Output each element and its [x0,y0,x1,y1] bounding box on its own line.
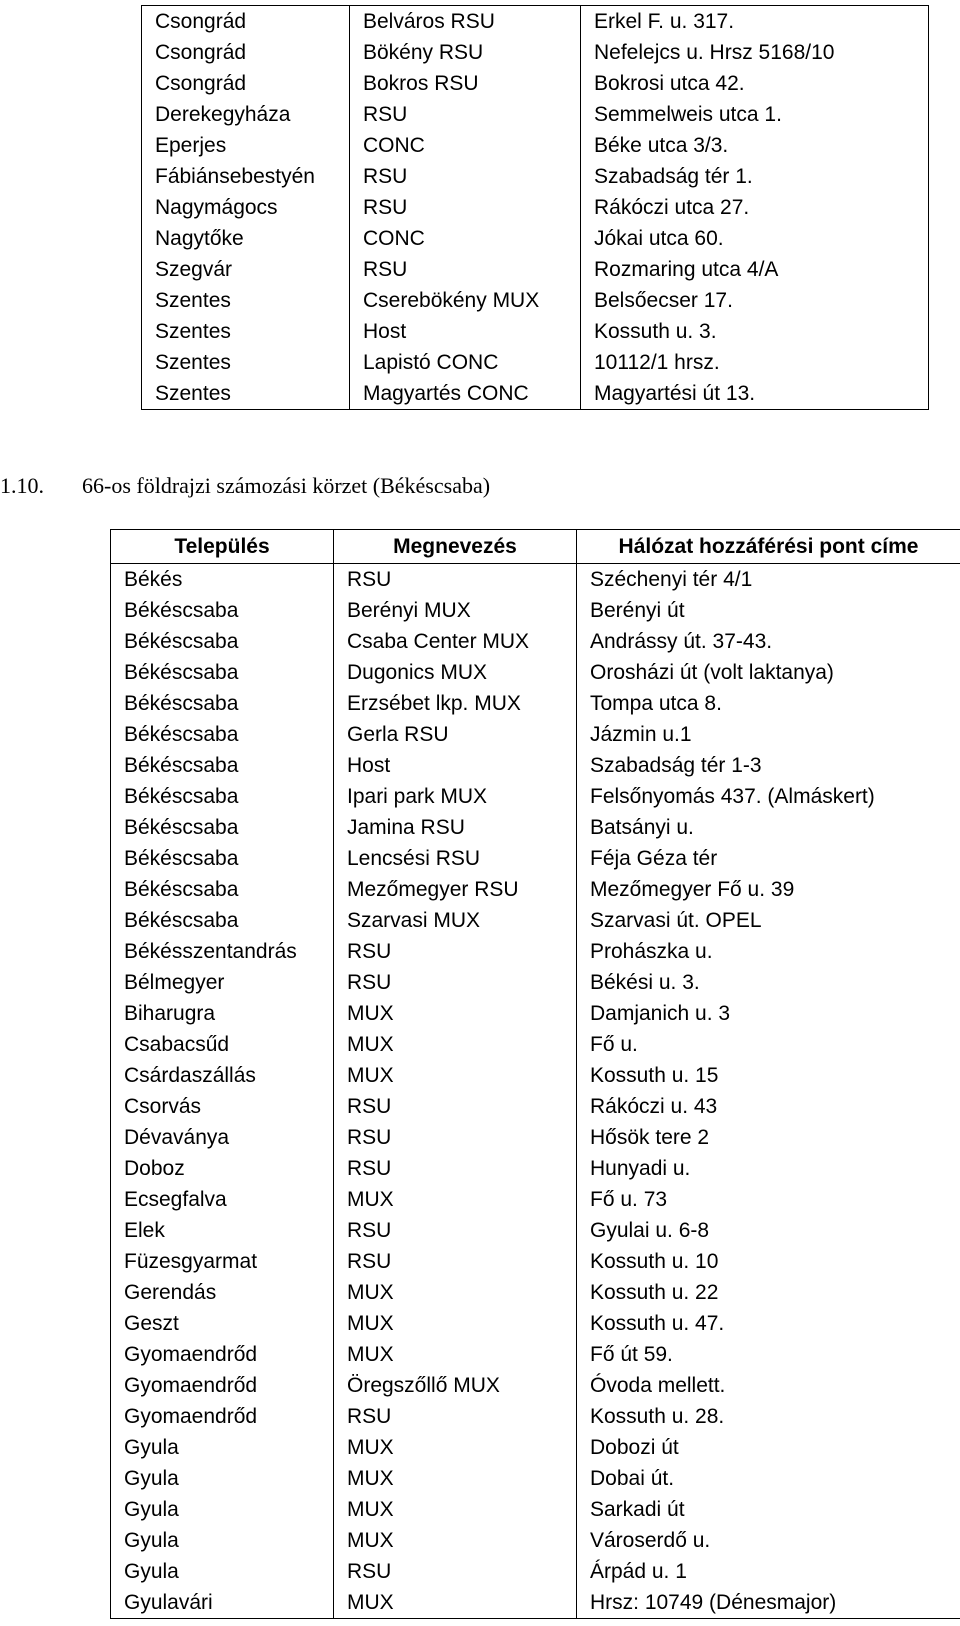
cell-settlement: Békéscsaba [111,657,334,688]
cell-name: RSU [334,1153,577,1184]
cell-address: Belsőecser 17. [581,285,929,316]
cell-settlement: Békéscsaba [111,781,334,812]
cell-name: CONC [350,130,581,161]
table-row [111,564,960,596]
cell-name: MUX [334,1463,577,1494]
cell-name: Ipari park MUX [334,781,577,812]
table-row [111,1587,960,1619]
cell-address: Széchenyi tér 4/1 [577,564,960,596]
cell-settlement: Csorvás [111,1091,334,1122]
cell-address: Szabadság tér 1-3 [577,750,960,781]
table-row [142,161,929,192]
cell-settlement: Dévaványa [111,1122,334,1153]
cell-settlement: Szegvár [142,254,350,285]
table-row [142,316,929,347]
cell-address: Felsőnyomás 437. (Almáskert) [577,781,960,812]
cell-name: RSU [334,967,577,998]
cell-name: MUX [334,1029,577,1060]
cell-settlement: Fábiánsebestyén [142,161,350,192]
table-row [111,1556,960,1587]
table-row [142,192,929,223]
cell-address: Mezőmegyer Fő u. 39 [577,874,960,905]
table-row [111,1091,960,1122]
cell-address: Rákóczi utca 27. [581,192,929,223]
cell-settlement: Békéscsaba [111,812,334,843]
cell-settlement: Gyula [111,1556,334,1587]
cell-address: Damjanich u. 3 [577,998,960,1029]
cell-name: MUX [334,1494,577,1525]
cell-settlement: Gyomaendrőd [111,1401,334,1432]
cell-name: MUX [334,1432,577,1463]
cell-settlement: Békéscsaba [111,874,334,905]
cell-name: Bökény RSU [350,37,581,68]
cell-settlement: Csongrád [142,6,350,38]
table-row [111,1463,960,1494]
table-row [111,998,960,1029]
cell-name: RSU [334,1122,577,1153]
cell-name: MUX [334,998,577,1029]
cell-settlement: Békéscsaba [111,750,334,781]
cell-settlement: Szentes [142,285,350,316]
cell-settlement: Békéscsaba [111,626,334,657]
cell-address: Hrsz: 10749 (Dénesmajor) [577,1587,960,1619]
cell-address: Batsányi u. [577,812,960,843]
table-header-row [111,530,960,564]
cell-name: Jamina RSU [334,812,577,843]
cell-settlement: Füzesgyarmat [111,1246,334,1277]
cell-settlement: Békéscsaba [111,595,334,626]
cell-name: Host [350,316,581,347]
cell-address: Dobai út. [577,1463,960,1494]
cell-name: Szarvasi MUX [334,905,577,936]
cell-settlement: Doboz [111,1153,334,1184]
cell-name: Dugonics MUX [334,657,577,688]
cell-settlement: Csongrád [142,68,350,99]
cell-settlement: Békéscsaba [111,719,334,750]
cell-address: Rozmaring utca 4/A [581,254,929,285]
table-row [111,1308,960,1339]
table-row [111,843,960,874]
table-row [111,750,960,781]
table-row [111,626,960,657]
table-row [111,1122,960,1153]
cell-settlement: Nagymágocs [142,192,350,223]
cell-address: Semmelweis utca 1. [581,99,929,130]
cell-settlement: Békéscsaba [111,843,334,874]
cell-name: MUX [334,1339,577,1370]
column-header-name: Megnevezés [334,530,577,564]
cell-name: MUX [334,1060,577,1091]
cell-settlement: Békéscsaba [111,905,334,936]
cell-address: Gyulai u. 6-8 [577,1215,960,1246]
table-row [111,967,960,998]
table-row [111,1153,960,1184]
table-row [111,1339,960,1370]
cell-name: RSU [350,99,581,130]
cell-address: Dobozi út [577,1432,960,1463]
cell-address: Fő u. [577,1029,960,1060]
cell-name: Erzsébet lkp. MUX [334,688,577,719]
main-table [110,529,960,1619]
cell-settlement: Biharugra [111,998,334,1029]
table-row [142,68,929,99]
cell-settlement: Gyulavári [111,1587,334,1619]
table-row [142,99,929,130]
table-row [111,595,960,626]
cell-address: Tompa utca 8. [577,688,960,719]
table-row [111,812,960,843]
cell-name: RSU [334,1091,577,1122]
cell-settlement: Geszt [111,1308,334,1339]
cell-name: RSU [350,192,581,223]
cell-address: Berényi út [577,595,960,626]
main-table-body [111,564,960,1619]
cell-address: Kossuth u. 15 [577,1060,960,1091]
cell-settlement: Békésszentandrás [111,936,334,967]
cell-name: RSU [334,1215,577,1246]
cell-name: Host [334,750,577,781]
cell-settlement: Békéscsaba [111,688,334,719]
cell-name: RSU [350,161,581,192]
cell-name: MUX [334,1277,577,1308]
table-row [111,719,960,750]
cell-name: CONC [350,223,581,254]
cell-address: Sarkadi út [577,1494,960,1525]
cell-address: Kossuth u. 47. [577,1308,960,1339]
cell-name: RSU [350,254,581,285]
table-row [142,6,929,38]
table-row [142,37,929,68]
cell-address: Fő út 59. [577,1339,960,1370]
section-heading [0,471,490,501]
cell-name: Bokros RSU [350,68,581,99]
cell-settlement: Nagytőke [142,223,350,254]
section-number: 1.10. [0,473,44,498]
cell-name: MUX [334,1525,577,1556]
cell-address: Óvoda mellett. [577,1370,960,1401]
cell-address: Jázmin u.1 [577,719,960,750]
cell-settlement: Szentes [142,347,350,378]
table-row [111,874,960,905]
top-table-body [142,6,929,410]
cell-address: Prohászka u. [577,936,960,967]
cell-address: Rákóczi u. 43 [577,1091,960,1122]
table-row [111,688,960,719]
cell-name: MUX [334,1308,577,1339]
table-row [111,781,960,812]
cell-settlement: Gyula [111,1463,334,1494]
cell-settlement: Gyula [111,1432,334,1463]
table-row [142,254,929,285]
cell-name: MUX [334,1184,577,1215]
section-title: 66-os földrajzi számozási körzet (Békéscsaba) [82,473,491,498]
cell-name: MUX [334,1587,577,1619]
cell-address: Nefelejcs u. Hrsz 5168/10 [581,37,929,68]
cell-address: Szabadság tér 1. [581,161,929,192]
column-header-access-point-address: Hálózat hozzáférési pont címe [577,530,960,564]
cell-name: Belváros RSU [350,6,581,38]
cell-name: Gerla RSU [334,719,577,750]
cell-address: Erkel F. u. 317. [581,6,929,38]
cell-settlement: Derekegyháza [142,99,350,130]
cell-name: Lencsési RSU [334,843,577,874]
cell-name: Berényi MUX [334,595,577,626]
cell-name: Mezőmegyer RSU [334,874,577,905]
cell-name: Öregszőllő MUX [334,1370,577,1401]
cell-address: Féja Géza tér [577,843,960,874]
table-row [142,347,929,378]
cell-name: RSU [334,936,577,967]
cell-address: Fő u. 73 [577,1184,960,1215]
cell-settlement: Eperjes [142,130,350,161]
table-row [111,1246,960,1277]
cell-name: Cserebökény MUX [350,285,581,316]
table-row [142,130,929,161]
cell-address: Városerdő u. [577,1525,960,1556]
table-row [111,1277,960,1308]
cell-settlement: Gyomaendrőd [111,1370,334,1401]
cell-address: Jókai utca 60. [581,223,929,254]
table-row [111,657,960,688]
cell-name: RSU [334,564,577,596]
cell-settlement: Elek [111,1215,334,1246]
cell-settlement: Csárdaszállás [111,1060,334,1091]
cell-address: Hősök tere 2 [577,1122,960,1153]
cell-settlement: Gyomaendrőd [111,1339,334,1370]
cell-settlement: Békés [111,564,334,596]
cell-address: Szarvasi út. OPEL [577,905,960,936]
cell-settlement: Szentes [142,378,350,410]
cell-address: Béke utca 3/3. [581,130,929,161]
cell-name: Lapistó CONC [350,347,581,378]
cell-settlement: Bélmegyer [111,967,334,998]
table-row [142,285,929,316]
table-row [111,936,960,967]
table-row [111,1215,960,1246]
table-row [111,1432,960,1463]
column-header-settlement: Település [111,530,334,564]
table-row [111,1029,960,1060]
table-row [111,1494,960,1525]
cell-settlement: Csabacsűd [111,1029,334,1060]
table-row [111,1401,960,1432]
table-row [111,1184,960,1215]
cell-settlement: Gerendás [111,1277,334,1308]
table-row [111,905,960,936]
table-row [142,378,929,410]
cell-address: Árpád u. 1 [577,1556,960,1587]
cell-address: Magyartési út 13. [581,378,929,410]
cell-settlement: Ecsegfalva [111,1184,334,1215]
cell-settlement: Szentes [142,316,350,347]
top-table [141,5,929,410]
cell-name: Magyartés CONC [350,378,581,410]
cell-address: Békési u. 3. [577,967,960,998]
cell-name: RSU [334,1246,577,1277]
cell-address: Hunyadi u. [577,1153,960,1184]
cell-address: Kossuth u. 3. [581,316,929,347]
cell-settlement: Csongrád [142,37,350,68]
cell-address: Bokrosi utca 42. [581,68,929,99]
cell-settlement: Gyula [111,1525,334,1556]
cell-address: Kossuth u. 22 [577,1277,960,1308]
table-row [111,1370,960,1401]
cell-name: RSU [334,1401,577,1432]
table-row [111,1525,960,1556]
cell-address: Orosházi út (volt laktanya) [577,657,960,688]
cell-address: Kossuth u. 10 [577,1246,960,1277]
cell-address: Kossuth u. 28. [577,1401,960,1432]
cell-address: 10112/1 hrsz. [581,347,929,378]
cell-address: Andrássy út. 37-43. [577,626,960,657]
cell-name: RSU [334,1556,577,1587]
cell-settlement: Gyula [111,1494,334,1525]
table-row [111,1060,960,1091]
table-row [142,223,929,254]
cell-name: Csaba Center MUX [334,626,577,657]
